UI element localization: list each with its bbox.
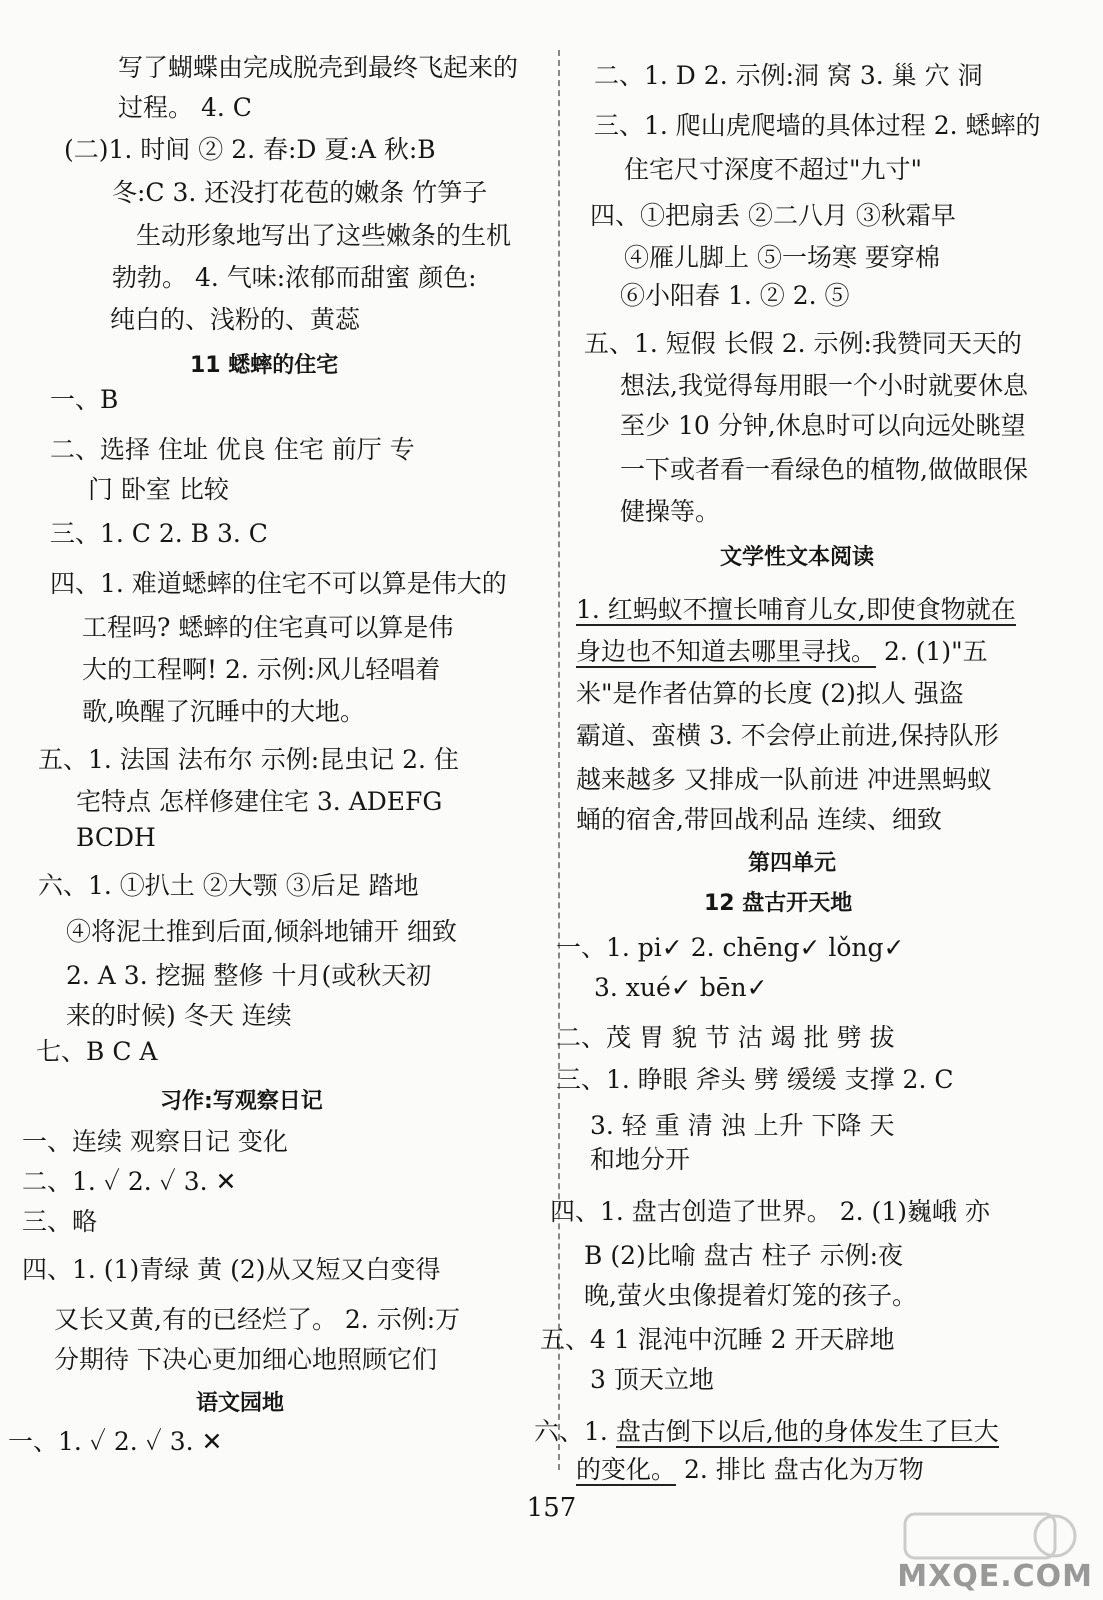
text-segment: 六、1. — [534, 1417, 616, 1446]
text-line: 霸道、蛮横 3. 不会停止前进,保持队形 — [576, 721, 999, 750]
text-line: 又长又黄,有的已经烂了。 2. 示例:万 — [54, 1305, 461, 1334]
text-line: 和地分开 — [590, 1145, 691, 1174]
text-line: 3. xué✓ bēn✓ — [594, 973, 768, 1002]
text-line: 一、B — [50, 385, 119, 414]
text-line: 歌,唤醒了沉睡中的大地。 — [82, 697, 365, 726]
text-line: 住宅尺寸深度不超过"九寸" — [624, 155, 922, 184]
text-line: 冬:C 3. 还没打花苞的嫩条 竹笋子 — [112, 178, 488, 207]
text-line: 分期待 下决心更加细心地照顾它们 — [54, 1345, 437, 1374]
unit-4-heading: 第四单元 — [748, 851, 837, 876]
text-line: 2. A 3. 挖掘 整修 十月(或秋天初 — [66, 961, 432, 990]
text-line: 五、1. 短假 长假 2. 示例:我赞同天天的 — [584, 329, 1022, 358]
text-line: 健操等。 — [620, 497, 721, 526]
lesson-12-heading: 12 盘古开天地 — [704, 891, 853, 916]
page-number: 157 — [526, 1493, 577, 1523]
text-line: B (2)比喻 盘古 柱子 示例:夜 — [584, 1241, 903, 1270]
text-line: 三、略 — [22, 1207, 98, 1236]
text-line: 四、1. 盘古创造了世界。 2. (1)巍峨 亦 — [550, 1197, 990, 1226]
text-line: 四、1. 难道蟋蟀的住宅不可以算是伟大的 — [50, 569, 507, 598]
text-line: 纯白的、浅粉的、黄蕊 — [110, 305, 361, 334]
text-line: 一下或者看一看绿色的植物,做做眼保 — [620, 455, 1028, 484]
text-line: 六、1. ①扒土 ②大颚 ③后足 踏地 — [38, 871, 419, 900]
text-line: 米"是作者估算的长度 (2)拟人 强盗 — [576, 679, 964, 708]
text-line — [576, 1450, 924, 1490]
text-line: 一、1. ✓ 2. ✓ 3. ✕ — [8, 1427, 223, 1456]
literary-reading-heading: 文学性文本阅读 — [720, 545, 875, 570]
text-line: ④雁儿脚上 ⑤一场寒 要穿棉 — [624, 243, 940, 272]
text-line — [576, 632, 988, 672]
text-line: 生动形象地写出了这些嫩条的生机 — [136, 221, 512, 250]
text-line: 过程。 4. C — [118, 93, 252, 122]
text-line: 三、1. 睁眼 斧头 劈 缓缓 支撑 2. C — [556, 1065, 954, 1094]
underlined-answer: 盘古倒下以后,他的身体发生了巨大 — [615, 1417, 999, 1446]
text-line: 四、①把扇丢 ②二八月 ③秋霜早 — [590, 201, 956, 230]
text-line: BCDH — [76, 823, 156, 852]
text-line: 门 卧室 比较 — [88, 475, 229, 504]
watermark-text: MXQE.COM — [897, 1559, 1093, 1594]
text-line: ④将泥土推到后面,倾斜地铺开 细致 — [66, 917, 457, 946]
text-line: 宅特点 怎样修建住宅 3. ADEFG — [76, 787, 443, 816]
text-line: 蛹的宿舍,带回战利品 连续、细致 — [576, 805, 942, 834]
text-line: 二、1. D 2. 示例:洞 窝 3. 巢 穴 洞 — [594, 61, 983, 90]
text-line: 二、选择 住址 优良 住宅 前厅 专 — [50, 435, 415, 464]
text-line: 二、1. ✓ 2. ✓ 3. ✕ — [22, 1167, 237, 1196]
text-line: 四、1. (1)青绿 黄 (2)从又短又白变得 — [22, 1255, 441, 1284]
text-line: 一、连续 观察日记 变化 — [22, 1127, 288, 1156]
text-line: 至少 10 分钟,休息时可以向远处眺望 — [620, 411, 1026, 440]
text-line: 三、1. C 2. B 3. C — [50, 519, 268, 548]
text-line: 一、1. pi✓ 2. chēng✓ lǒng✓ — [556, 933, 905, 962]
text-line: 写了蝴蝶由完成脱壳到最终飞起来的 — [118, 53, 519, 82]
text-line: (二)1. 时间 ② 2. 春:D 夏:A 秋:B — [64, 135, 436, 164]
text-line: 大的工程啊! 2. 示例:风儿轻唱着 — [82, 655, 441, 684]
text-line: 五、4 1 混沌中沉睡 2 开天辟地 — [540, 1325, 895, 1354]
text-segment: 2. (1)"五 — [876, 637, 988, 666]
text-line: 3 顶天立地 — [590, 1365, 714, 1394]
text-line: 晚,萤火虫像提着灯笼的孩子。 — [584, 1281, 917, 1310]
text-segment: 2. 排比 盘古化为万物 — [676, 1455, 924, 1484]
text-line: 3. 轻 重 清 浊 上升 下降 天 — [590, 1111, 895, 1140]
underlined-answer: 1. 红蚂蚁不擅长哺育儿女,即使食物就在 — [576, 595, 1016, 624]
text-line: 越来越多 又排成一队前进 冲进黑蚂蚁 — [576, 765, 992, 794]
text-line: 七、B C A — [36, 1037, 158, 1066]
text-line: 二、茂 胃 貌 节 沽 竭 批 劈 拔 — [556, 1023, 895, 1052]
text-line — [576, 590, 1016, 630]
underlined-answer: 的变化。 — [576, 1455, 677, 1484]
text-line — [534, 1412, 999, 1452]
text-line: 来的时候) 冬天 连续 — [66, 1001, 292, 1030]
text-line: 五、1. 法国 法布尔 示例:昆虫记 2. 住 — [38, 745, 459, 774]
text-line: 勃勃。 4. 气味:浓郁而甜蜜 颜色: — [112, 263, 477, 292]
language-garden-heading: 语文园地 — [196, 1391, 285, 1416]
text-line: 想法,我觉得每用眼一个小时就要休息 — [620, 371, 1028, 400]
text-line: ⑥小阳春 1. ② 2. ⑤ — [620, 281, 850, 310]
lesson-11-heading: 11 蟋蟀的住宅 — [190, 353, 339, 378]
text-line: 工程吗? 蟋蟀的住宅真可以算是伟 — [82, 613, 454, 642]
underlined-answer: 身边也不知道去哪里寻找。 — [576, 637, 877, 666]
writing-heading: 习作:写观察日记 — [160, 1089, 323, 1114]
text-line: 三、1. 爬山虎爬墙的具体过程 2. 蟋蟀的 — [594, 111, 1041, 140]
column-divider — [558, 50, 560, 1470]
